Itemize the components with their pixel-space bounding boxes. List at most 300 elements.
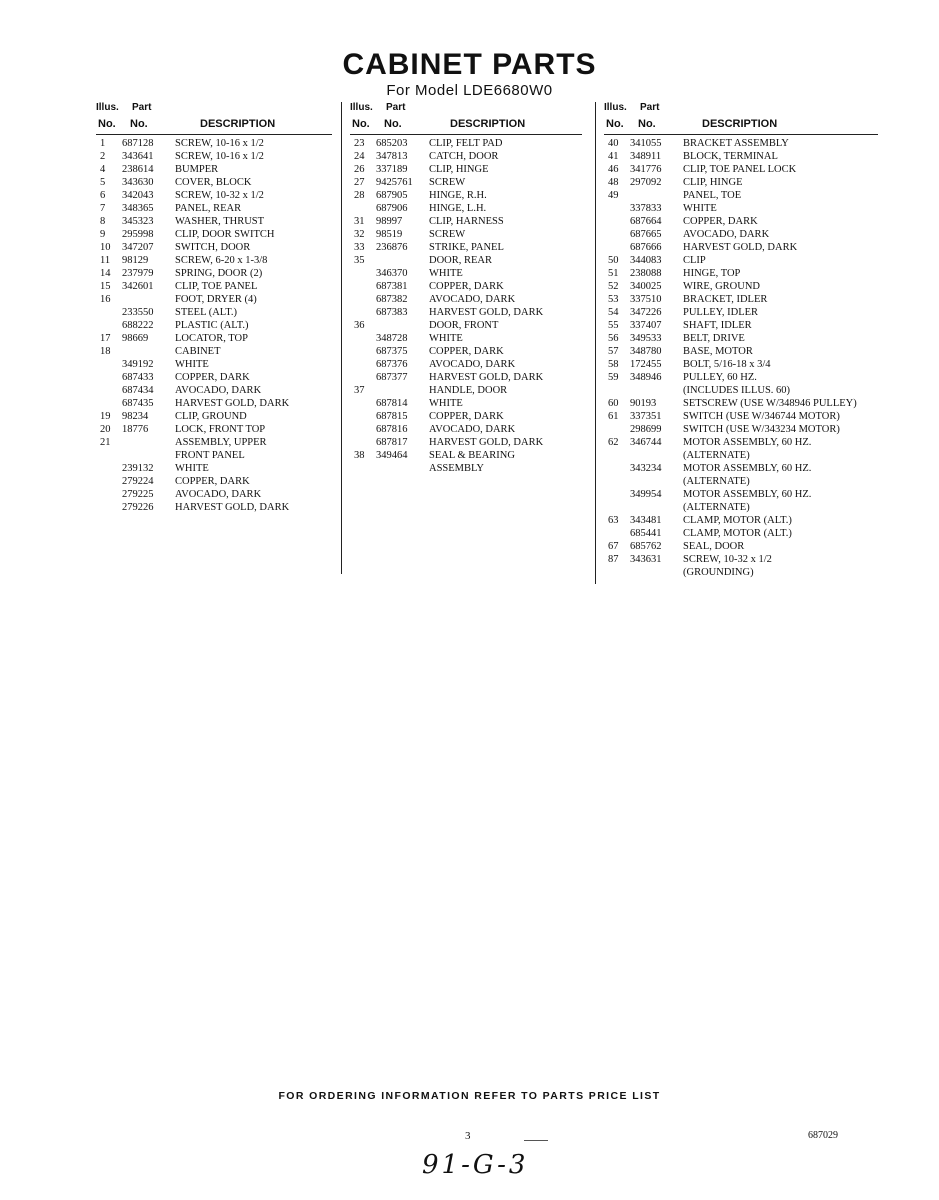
part-description: CLIP, HINGE	[429, 164, 489, 175]
table-row	[350, 384, 582, 397]
part-number: 349533	[630, 333, 662, 344]
part-description: SHAFT, IDLER	[683, 320, 752, 331]
part-description: WHITE	[429, 268, 463, 279]
table-row	[96, 215, 332, 228]
part-description: HINGE, TOP	[683, 268, 741, 279]
table-row	[96, 241, 332, 254]
part-number: 687906	[376, 203, 408, 214]
table-row	[604, 215, 878, 228]
illus-number: 21	[100, 437, 111, 448]
part-description: CABINET	[175, 346, 221, 357]
part-description: CLIP	[683, 255, 706, 266]
description-header: DESCRIPTION	[200, 118, 276, 130]
part-description: PLASTIC (ALT.)	[175, 320, 249, 331]
part-number: 342043	[122, 190, 154, 201]
divider	[524, 1140, 548, 1141]
table-row	[96, 163, 332, 176]
part-description: COPPER, DARK	[175, 476, 250, 487]
part-description: SWITCH, DOOR	[175, 242, 251, 253]
part-description: HINGE, R.H.	[429, 190, 487, 201]
part-number: 349464	[376, 450, 408, 461]
illus-number: 11	[100, 255, 111, 266]
part-number: 172455	[630, 359, 662, 370]
part-description: LOCATOR, TOP	[175, 333, 248, 344]
illus-number: 4	[100, 164, 106, 175]
part-description: HARVEST GOLD, DARK	[683, 242, 798, 253]
part-description: BRACKET, IDLER	[683, 294, 768, 305]
part-description: COPPER, DARK	[429, 346, 504, 357]
part-number: 687381	[376, 281, 408, 292]
illus-number: 54	[608, 307, 619, 318]
illus-number: 10	[100, 242, 111, 253]
table-row	[96, 397, 332, 410]
description-header: DESCRIPTION	[450, 118, 526, 130]
part-description: COPPER, DARK	[175, 372, 250, 383]
table-row	[604, 423, 878, 436]
table-row	[604, 254, 878, 267]
part-number: 349954	[630, 489, 662, 500]
table-row	[96, 462, 332, 475]
part-description: CLAMP, MOTOR (ALT.)	[683, 528, 792, 539]
table-row	[604, 150, 878, 163]
part-description: WHITE	[683, 203, 717, 214]
illus-number: 6	[100, 190, 106, 201]
part-number: 687664	[630, 216, 662, 227]
table-row	[604, 514, 878, 527]
part-description: CLIP, TOE PANEL	[175, 281, 258, 292]
part-number: 238088	[630, 268, 662, 279]
part-description: CLIP, DOOR SWITCH	[175, 229, 275, 240]
illus-no-header: No.	[606, 118, 624, 130]
part-number: 687376	[376, 359, 408, 370]
column-divider	[595, 102, 596, 584]
illus-number: 37	[354, 385, 365, 396]
part-number: 685203	[376, 138, 408, 149]
part-number: 340025	[630, 281, 662, 292]
ordering-note: FOR ORDERING INFORMATION REFER TO PARTS PRICE LIST	[278, 1090, 661, 1102]
part-number: 343234	[630, 463, 662, 474]
part-description: CLIP, FELT PAD	[429, 138, 503, 149]
part-number: 687377	[376, 372, 408, 383]
part-description: PULLEY, 60 HZ.	[683, 372, 757, 383]
table-row	[96, 254, 332, 267]
part-description: MOTOR ASSEMBLY, 60 HZ.	[683, 437, 812, 448]
table-row	[96, 358, 332, 371]
table-row	[604, 202, 878, 215]
illus-number: 1	[100, 138, 106, 149]
table-row	[350, 462, 582, 475]
table-row	[350, 150, 582, 163]
table-row	[350, 267, 582, 280]
table-row	[604, 332, 878, 345]
illus-number: 40	[608, 138, 619, 149]
table-row	[350, 306, 582, 319]
table-row	[96, 501, 332, 514]
table-row	[604, 293, 878, 306]
table-row	[350, 293, 582, 306]
illus-number: 56	[608, 333, 619, 344]
part-number: 348728	[376, 333, 408, 344]
illus-number: 87	[608, 554, 619, 565]
part-description: MOTOR ASSEMBLY, 60 HZ.	[683, 463, 812, 474]
table-row	[350, 254, 582, 267]
part-number: 238614	[122, 164, 154, 175]
part-description: HINGE, L.H.	[429, 203, 487, 214]
part-number: 341055	[630, 138, 662, 149]
page-number: 3	[465, 1130, 471, 1142]
part-header: Part	[132, 102, 152, 113]
part-number: 687815	[376, 411, 408, 422]
illus-number: 15	[100, 281, 111, 292]
table-row	[350, 202, 582, 215]
part-description: AVOCADO, DARK	[683, 229, 770, 240]
part-description: SCREW, 10-16 x 1/2	[175, 151, 264, 162]
part-description: ASSEMBLY, UPPER	[175, 437, 267, 448]
table-row	[96, 202, 332, 215]
part-number: 239132	[122, 463, 154, 474]
table-row	[604, 306, 878, 319]
part-description: COPPER, DARK	[683, 216, 758, 227]
parts-rows	[350, 137, 582, 475]
part-number: 687433	[122, 372, 154, 383]
part-number: 337351	[630, 411, 662, 422]
table-row	[604, 527, 878, 540]
part-number: 337189	[376, 164, 408, 175]
part-description: WHITE	[175, 359, 209, 370]
part-description: CLIP, HARNESS	[429, 216, 504, 227]
part-number: 98129	[122, 255, 149, 266]
table-row	[350, 241, 582, 254]
illus-number: 38	[354, 450, 365, 461]
part-description: SPRING, DOOR (2)	[175, 268, 263, 279]
table-row	[96, 228, 332, 241]
part-number: 687382	[376, 294, 408, 305]
part-description: AVOCADO, DARK	[429, 359, 516, 370]
table-row	[350, 137, 582, 150]
column-header	[604, 102, 878, 134]
table-row	[604, 241, 878, 254]
part-number: 279226	[122, 502, 154, 513]
part-number: 90193	[630, 398, 657, 409]
part-description: COVER, BLOCK	[175, 177, 252, 188]
table-row	[96, 137, 332, 150]
part-no-header: No.	[130, 118, 148, 130]
table-row	[604, 566, 878, 579]
part-number: 98234	[122, 411, 149, 422]
table-row	[96, 306, 332, 319]
part-description: BUMPER	[175, 164, 219, 175]
part-number: 341776	[630, 164, 662, 175]
part-number: 346370	[376, 268, 408, 279]
table-row	[604, 267, 878, 280]
part-number: 348365	[122, 203, 154, 214]
part-description: (ALTERNATE)	[683, 502, 750, 513]
illus-number: 49	[608, 190, 619, 201]
illus-number: 67	[608, 541, 619, 552]
illus-number: 26	[354, 164, 365, 175]
part-description: PANEL, REAR	[175, 203, 242, 214]
column-header	[96, 102, 332, 134]
illus-no-header: No.	[352, 118, 370, 130]
illus-number: 41	[608, 151, 619, 162]
part-description: SEAL & BEARING	[429, 450, 515, 461]
table-row	[604, 436, 878, 449]
part-description: HARVEST GOLD, DARK	[175, 398, 290, 409]
illus-number: 55	[608, 320, 619, 331]
part-description: COPPER, DARK	[429, 281, 504, 292]
illus-number: 5	[100, 177, 106, 188]
document-number: 687029	[808, 1130, 838, 1141]
part-description: AVOCADO, DARK	[429, 294, 516, 305]
part-header: Part	[386, 102, 406, 113]
part-description: (GROUNDING)	[683, 567, 754, 578]
illus-number: 8	[100, 216, 106, 227]
table-row	[350, 423, 582, 436]
parts-column-1	[96, 102, 332, 514]
table-row	[96, 371, 332, 384]
part-description: WHITE	[429, 398, 463, 409]
parts-rows	[96, 137, 332, 514]
table-row	[604, 176, 878, 189]
table-row	[604, 449, 878, 462]
illus-number: 33	[354, 242, 365, 253]
table-row	[604, 553, 878, 566]
part-number: 337407	[630, 320, 662, 331]
part-number: 344083	[630, 255, 662, 266]
part-number: 343631	[630, 554, 662, 565]
part-description: WHITE	[429, 333, 463, 344]
illus-number: 59	[608, 372, 619, 383]
part-number: 687666	[630, 242, 662, 253]
table-row	[96, 436, 332, 449]
part-number: 687435	[122, 398, 154, 409]
part-description: SCREW	[429, 229, 466, 240]
column-divider	[341, 102, 342, 574]
illus-header: Illus.	[604, 102, 627, 113]
part-header: Part	[640, 102, 660, 113]
table-row	[604, 345, 878, 358]
parts-column-2	[350, 102, 582, 475]
part-description: BELT, DRIVE	[683, 333, 745, 344]
part-number: 687816	[376, 424, 408, 435]
part-description: SCREW, 10-32 x 1/2	[175, 190, 264, 201]
part-description: FOOT, DRYER (4)	[175, 294, 257, 305]
part-number: 343481	[630, 515, 662, 526]
part-number: 687383	[376, 307, 408, 318]
part-description: CLIP, TOE PANEL LOCK	[683, 164, 797, 175]
table-row	[96, 332, 332, 345]
part-description: CLIP, HINGE	[683, 177, 743, 188]
illus-header: Illus.	[350, 102, 373, 113]
table-row	[604, 280, 878, 293]
part-description: STRIKE, PANEL	[429, 242, 504, 253]
part-number: 345323	[122, 216, 154, 227]
illus-number: 24	[354, 151, 365, 162]
part-description: FRONT PANEL	[175, 450, 245, 461]
table-row	[604, 163, 878, 176]
table-row	[350, 436, 582, 449]
table-row	[604, 137, 878, 150]
illus-number: 27	[354, 177, 365, 188]
part-number: 295998	[122, 229, 154, 240]
part-number: 279225	[122, 489, 154, 500]
illus-number: 46	[608, 164, 619, 175]
part-number: 9425761	[376, 177, 413, 188]
table-row	[350, 371, 582, 384]
part-number: 687434	[122, 385, 154, 396]
table-row	[96, 280, 332, 293]
part-description: SCREW, 6-20 x 1-3/8	[175, 255, 268, 266]
part-description: AVOCADO, DARK	[429, 424, 516, 435]
part-no-header: No.	[384, 118, 402, 130]
illus-number: 51	[608, 268, 619, 279]
table-row	[604, 371, 878, 384]
illus-number: 57	[608, 346, 619, 357]
part-description: HARVEST GOLD, DARK	[175, 502, 290, 513]
part-description: SWITCH (USE W/343234 MOTOR)	[683, 424, 840, 435]
table-row	[350, 215, 582, 228]
table-row	[96, 150, 332, 163]
part-description: LOCK, FRONT TOP	[175, 424, 266, 435]
part-description: ASSEMBLY	[429, 463, 484, 474]
part-number: 343630	[122, 177, 154, 188]
illus-number: 17	[100, 333, 111, 344]
part-description: PANEL, TOE	[683, 190, 742, 201]
part-number: 337510	[630, 294, 662, 305]
illus-number: 52	[608, 281, 619, 292]
table-row	[604, 540, 878, 553]
part-description: MOTOR ASSEMBLY, 60 HZ.	[683, 489, 812, 500]
part-description: SWITCH (USE W/346744 MOTOR)	[683, 411, 840, 422]
illus-number: 32	[354, 229, 365, 240]
illus-number: 28	[354, 190, 365, 201]
part-number: 347813	[376, 151, 408, 162]
part-description: BASE, MOTOR	[683, 346, 753, 357]
table-row	[96, 345, 332, 358]
table-row	[96, 384, 332, 397]
part-number: 685762	[630, 541, 662, 552]
part-number: 279224	[122, 476, 154, 487]
table-row	[604, 319, 878, 332]
table-row	[350, 397, 582, 410]
part-description: HARVEST GOLD, DARK	[429, 372, 544, 383]
table-row	[350, 358, 582, 371]
parts-rows	[604, 137, 878, 579]
parts-column-3	[604, 102, 878, 579]
part-number: 337833	[630, 203, 662, 214]
part-description: WASHER, THRUST	[175, 216, 265, 227]
part-description: HARVEST GOLD, DARK	[429, 437, 544, 448]
part-description: BLOCK, TERMINAL	[683, 151, 778, 162]
illus-number: 58	[608, 359, 619, 370]
illus-header: Illus.	[96, 102, 119, 113]
part-description: AVOCADO, DARK	[175, 385, 262, 396]
table-row	[96, 488, 332, 501]
part-description: SCREW, 10-32 x 1/2	[683, 554, 772, 565]
column-header	[350, 102, 582, 134]
part-description: SETSCREW (USE W/348946 PULLEY)	[683, 398, 857, 409]
part-number: 348911	[630, 151, 662, 162]
table-row	[96, 293, 332, 306]
part-number: 98669	[122, 333, 149, 344]
illus-number: 36	[354, 320, 365, 331]
table-row	[96, 423, 332, 436]
table-row	[604, 488, 878, 501]
part-number: 233550	[122, 307, 154, 318]
part-description: BRACKET ASSEMBLY	[683, 138, 789, 149]
illus-number: 9	[100, 229, 106, 240]
illus-number: 31	[354, 216, 365, 227]
part-description: CLIP, GROUND	[175, 411, 247, 422]
part-no-header: No.	[638, 118, 656, 130]
table-row	[604, 475, 878, 488]
table-row	[604, 228, 878, 241]
illus-number: 16	[100, 294, 111, 305]
part-description: SCREW, 10-16 x 1/2	[175, 138, 264, 149]
illus-number: 35	[354, 255, 365, 266]
table-row	[96, 475, 332, 488]
part-description: STEEL (ALT.)	[175, 307, 238, 318]
part-number: 348780	[630, 346, 662, 357]
part-description: CATCH, DOOR	[429, 151, 499, 162]
table-row	[96, 267, 332, 280]
part-description: SEAL, DOOR	[683, 541, 745, 552]
part-number: 98519	[376, 229, 403, 240]
table-row	[96, 319, 332, 332]
part-description: SCREW	[429, 177, 466, 188]
part-number: 18776	[122, 424, 149, 435]
part-number: 687128	[122, 138, 154, 149]
part-description: COPPER, DARK	[429, 411, 504, 422]
table-row	[604, 189, 878, 202]
part-number: 349192	[122, 359, 154, 370]
part-description: BOLT, 5/16-18 x 3/4	[683, 359, 771, 370]
part-number: 687814	[376, 398, 408, 409]
table-row	[350, 280, 582, 293]
part-description: (ALTERNATE)	[683, 450, 750, 461]
part-number: 347207	[122, 242, 154, 253]
header-rule	[96, 134, 332, 135]
illus-number: 20	[100, 424, 111, 435]
table-row	[96, 189, 332, 202]
illus-number: 2	[100, 151, 106, 162]
table-row	[350, 189, 582, 202]
table-row	[604, 358, 878, 371]
table-row	[604, 501, 878, 514]
illus-number: 19	[100, 411, 111, 422]
header-rule	[604, 134, 878, 135]
part-number: 687905	[376, 190, 408, 201]
model-subtitle: For Model LDE6680W0	[386, 82, 553, 99]
part-number: 687817	[376, 437, 408, 448]
illus-number: 63	[608, 515, 619, 526]
page-title: CABINET PARTS	[342, 48, 597, 81]
illus-number: 53	[608, 294, 619, 305]
illus-number: 7	[100, 203, 106, 214]
table-row	[604, 410, 878, 423]
handwritten-note: 91-G-3	[422, 1150, 529, 1180]
part-description: HANDLE, DOOR	[429, 385, 508, 396]
part-number: 688222	[122, 320, 154, 331]
part-number: 237979	[122, 268, 154, 279]
table-row	[350, 332, 582, 345]
part-number: 98997	[376, 216, 403, 227]
part-description: CLAMP, MOTOR (ALT.)	[683, 515, 792, 526]
table-row	[350, 319, 582, 332]
part-number: 297092	[630, 177, 662, 188]
part-number: 687375	[376, 346, 408, 357]
part-description: WIRE, GROUND	[683, 281, 760, 292]
